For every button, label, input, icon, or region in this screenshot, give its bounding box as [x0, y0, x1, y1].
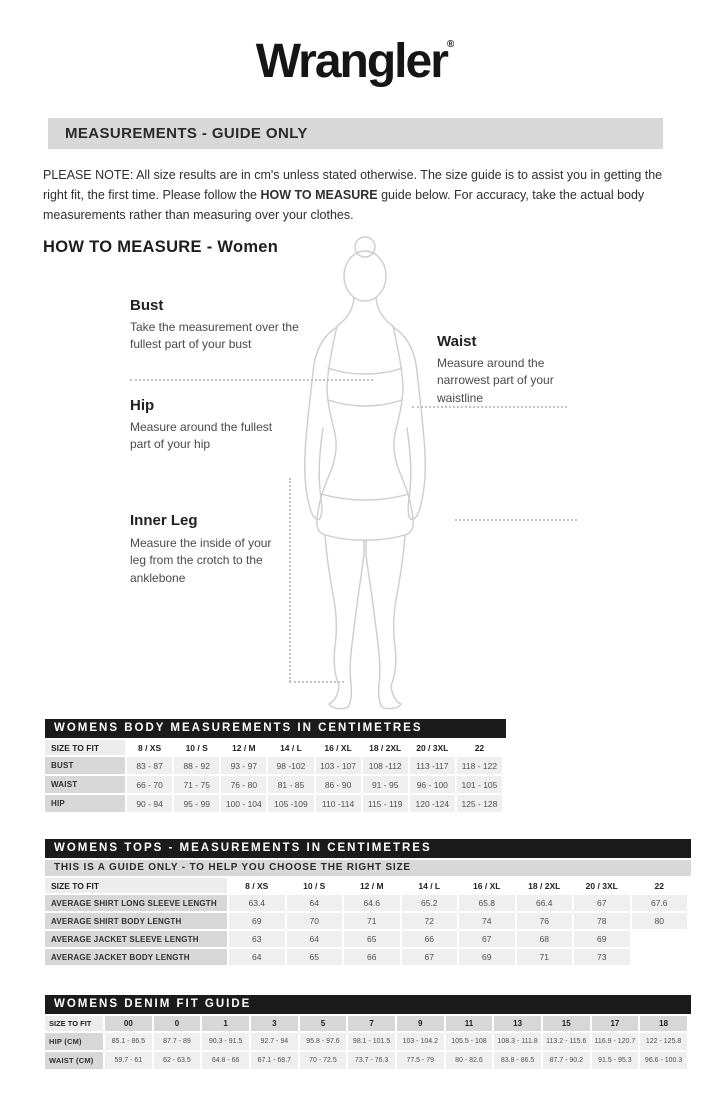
inner-leg-label: Inner Leg: [130, 512, 198, 529]
size-column-header-cell: 11: [446, 1016, 493, 1031]
value-cell: 66 - 70: [127, 776, 172, 793]
size-column-header-cell: 22: [632, 878, 688, 893]
value-cell: 64: [287, 931, 343, 947]
hip-label: Hip: [130, 397, 155, 414]
row-label-cell: AVERAGE JACKET BODY LENGTH: [45, 949, 227, 965]
value-cell: 66: [402, 931, 458, 947]
row-label-cell: HIP (CM): [45, 1033, 103, 1050]
tops-table-title: WOMENS TOPS - MEASUREMENTS IN CENTIMETRES: [45, 839, 691, 858]
value-cell: 80 - 82.6: [446, 1052, 493, 1069]
value-cell: 68: [517, 931, 573, 947]
value-cell: 66.4: [517, 895, 573, 911]
value-cell: 96.6 - 100.3: [640, 1052, 687, 1069]
value-cell: 67.1 - 68.7: [251, 1052, 298, 1069]
value-cell: 98 -102: [268, 757, 313, 774]
value-cell: 69: [229, 913, 285, 929]
value-cell: 65.8: [459, 895, 515, 911]
measurements-guide-banner: [48, 118, 663, 149]
value-cell: 113.2 - 115.6: [543, 1033, 590, 1050]
value-cell: 88 - 92: [174, 757, 219, 774]
size-column-header-cell: 14 / L: [402, 878, 458, 893]
measurements-guide-banner-title: MEASUREMENTS - GUIDE ONLY: [65, 125, 308, 142]
row-label-cell: AVERAGE SHIRT LONG SLEEVE LENGTH: [45, 895, 227, 911]
row-label-cell: HIP: [45, 795, 125, 812]
row-label-cell: WAIST: [45, 776, 125, 793]
tops-measurements-section: [45, 839, 691, 967]
value-cell: 73.7 - 76.3: [348, 1052, 395, 1069]
value-cell: 80: [632, 913, 688, 929]
table-header-row: [45, 878, 687, 893]
value-cell: 70: [287, 913, 343, 929]
value-cell: 122 - 125.8: [640, 1033, 687, 1050]
value-cell: 93 - 97: [221, 757, 266, 774]
table-row: [45, 913, 687, 929]
table-row: [45, 931, 687, 947]
value-cell: 63: [229, 931, 285, 947]
value-cell: 105.5 - 108: [446, 1033, 493, 1050]
value-cell: 101 - 105: [457, 776, 502, 793]
denim-fit-guide-section: [45, 995, 691, 1071]
size-column-header-cell: 00: [105, 1016, 152, 1031]
value-cell: 98.1 - 101.5: [348, 1033, 395, 1050]
value-cell: 81 - 85: [268, 776, 313, 793]
note-text-2: guide below. For accuracy, take the actual body measurements rather than measuring over your clothes.: [43, 187, 645, 222]
note-text-1: All size results are in cm's unless stated otherwise. The size guide is to assist you in getting the right fit, the first time. Please follow the: [43, 168, 663, 202]
wrangler-logo-text: Wrangler: [255, 35, 447, 88]
denim-table-title: WOMENS DENIM FIT GUIDE: [45, 995, 691, 1014]
size-column-header-cell: 20 / 3XL: [410, 740, 455, 755]
value-cell: 67: [402, 949, 458, 965]
size-column-header-cell: 1: [202, 1016, 249, 1031]
size-column-header-cell: 16 / XL: [459, 878, 515, 893]
size-column-header-cell: 12 / M: [221, 740, 266, 755]
value-cell: 110 -114: [316, 795, 361, 812]
table-header-row: [45, 1016, 687, 1031]
body-measurements-section: [45, 719, 506, 814]
size-column-header-cell: 18 / 2XL: [363, 740, 408, 755]
value-cell: 76 - 80: [221, 776, 266, 793]
size-column-header-cell: 20 / 3XL: [574, 878, 630, 893]
how-to-measure-heading: HOW TO MEASURE - Women: [43, 238, 279, 256]
size-column-header-cell: 3: [251, 1016, 298, 1031]
inner-leg-measure-line-horizontal: [289, 681, 344, 683]
value-cell: [632, 931, 688, 947]
size-to-fit-header-cell: SIZE TO FIT: [45, 740, 125, 755]
size-column-header-cell: 5: [300, 1016, 347, 1031]
value-cell: 105 -109: [268, 795, 313, 812]
value-cell: 78: [574, 913, 630, 929]
wrangler-logo: [0, 34, 710, 89]
tops-table-subtitle: THIS IS A GUIDE ONLY - TO HELP YOU CHOOSE THE RIGHT SIZE: [45, 860, 691, 876]
table-header-row: [45, 740, 502, 755]
value-cell: 64.8 - 66: [202, 1052, 249, 1069]
hip-measure-line: [455, 519, 577, 521]
value-cell: 85.1 - 86.5: [105, 1033, 152, 1050]
size-column-header-cell: 16 / XL: [316, 740, 361, 755]
value-cell: 91 - 95: [363, 776, 408, 793]
registered-trademark-icon: ®: [446, 39, 455, 50]
value-cell: 65: [287, 949, 343, 965]
table-row: [45, 795, 502, 812]
value-cell: 90.3 - 91.5: [202, 1033, 249, 1050]
size-column-header-cell: 10 / S: [287, 878, 343, 893]
table-row: [45, 1033, 687, 1050]
size-column-header-cell: 13: [494, 1016, 541, 1031]
value-cell: 71: [517, 949, 573, 965]
size-column-header-cell: 17: [592, 1016, 639, 1031]
table-row: [45, 949, 687, 965]
value-cell: 91.5 - 95.3: [592, 1052, 639, 1069]
table-row: [45, 757, 502, 774]
value-cell: 64: [229, 949, 285, 965]
value-cell: 74: [459, 913, 515, 929]
size-to-fit-header-cell: SIZE TO FIT: [45, 1016, 103, 1031]
row-label-cell: WAIST (CM): [45, 1052, 103, 1069]
value-cell: 83.8 - 86.5: [494, 1052, 541, 1069]
value-cell: 69: [459, 949, 515, 965]
tops-measurements-table: [43, 876, 689, 967]
value-cell: 67.6: [632, 895, 688, 911]
value-cell: 72: [402, 913, 458, 929]
value-cell: [632, 949, 688, 965]
value-cell: 108.3 - 111.8: [494, 1033, 541, 1050]
value-cell: 67: [459, 931, 515, 947]
size-to-fit-header-cell: SIZE TO FIT: [45, 878, 227, 893]
value-cell: 73: [574, 949, 630, 965]
size-column-header-cell: 8 / XS: [229, 878, 285, 893]
value-cell: 118 - 122: [457, 757, 502, 774]
value-cell: 65: [344, 931, 400, 947]
value-cell: 87.7 - 90.2: [543, 1052, 590, 1069]
bust-label: Bust: [130, 297, 164, 314]
size-column-header-cell: 15: [543, 1016, 590, 1031]
value-cell: 116.9 - 120.7: [592, 1033, 639, 1050]
table-row: [45, 776, 502, 793]
value-cell: 67: [574, 895, 630, 911]
value-cell: 86 - 90: [316, 776, 361, 793]
value-cell: 125 - 128: [457, 795, 502, 812]
inner-leg-description: Measure the inside of your leg from the crotch to the anklebone: [130, 536, 272, 585]
table-row: [45, 895, 687, 911]
size-column-header-cell: 9: [397, 1016, 444, 1031]
value-cell: 71: [344, 913, 400, 929]
body-measurements-table: [43, 738, 504, 814]
please-note-label: PLEASE NOTE:: [43, 168, 134, 182]
row-label-cell: AVERAGE SHIRT BODY LENGTH: [45, 913, 227, 929]
value-cell: 65.2: [402, 895, 458, 911]
size-column-header-cell: 18 / 2XL: [517, 878, 573, 893]
value-cell: 103 - 104.2: [397, 1033, 444, 1050]
size-column-header-cell: 8 / XS: [127, 740, 172, 755]
note-bold-how-to-measure: HOW TO MEASURE: [260, 187, 378, 202]
value-cell: 90 - 94: [127, 795, 172, 812]
please-note-paragraph: [43, 166, 673, 225]
value-cell: 77.5 - 79: [397, 1052, 444, 1069]
size-column-header-cell: 10 / S: [174, 740, 219, 755]
hip-description: Measure around the fullest part of your hip: [130, 420, 273, 452]
value-cell: 115 - 119: [363, 795, 408, 812]
value-cell: 71 - 75: [174, 776, 219, 793]
bust-measure-line: [130, 379, 373, 381]
value-cell: 64: [287, 895, 343, 911]
size-column-header-cell: 12 / M: [344, 878, 400, 893]
waist-description: Measure around the narrowest part of your waistline: [437, 356, 554, 405]
female-body-figure-illustration: [280, 232, 450, 710]
value-cell: 120 -124: [410, 795, 455, 812]
table-row: [45, 1052, 687, 1069]
value-cell: 62 - 63.5: [154, 1052, 201, 1069]
value-cell: 66: [344, 949, 400, 965]
size-column-header-cell: 22: [457, 740, 502, 755]
value-cell: 69: [574, 931, 630, 947]
body-measurements-table-title: WOMENS BODY MEASUREMENTS IN CENTIMETRES: [45, 719, 506, 738]
row-label-cell: BUST: [45, 757, 125, 774]
value-cell: 64.6: [344, 895, 400, 911]
size-column-header-cell: 18: [640, 1016, 687, 1031]
value-cell: 95.8 - 97.6: [300, 1033, 347, 1050]
bust-description: Take the measurement over the fullest part of your bust: [130, 320, 299, 352]
size-column-header-cell: 7: [348, 1016, 395, 1031]
value-cell: 96 - 100: [410, 776, 455, 793]
value-cell: 70 - 72.5: [300, 1052, 347, 1069]
value-cell: 113 -117: [410, 757, 455, 774]
denim-fit-guide-table: [43, 1014, 689, 1071]
size-column-header-cell: 0: [154, 1016, 201, 1031]
value-cell: 92.7 - 94: [251, 1033, 298, 1050]
value-cell: 76: [517, 913, 573, 929]
row-label-cell: AVERAGE JACKET SLEEVE LENGTH: [45, 931, 227, 947]
value-cell: 59.7 - 61: [105, 1052, 152, 1069]
value-cell: 108 -112: [363, 757, 408, 774]
value-cell: 87.7 - 89: [154, 1033, 201, 1050]
waist-label: Waist: [437, 333, 477, 350]
value-cell: 100 - 104: [221, 795, 266, 812]
value-cell: 83 - 87: [127, 757, 172, 774]
size-column-header-cell: 14 / L: [268, 740, 313, 755]
value-cell: 103 - 107: [316, 757, 361, 774]
value-cell: 95 - 99: [174, 795, 219, 812]
value-cell: 63.4: [229, 895, 285, 911]
